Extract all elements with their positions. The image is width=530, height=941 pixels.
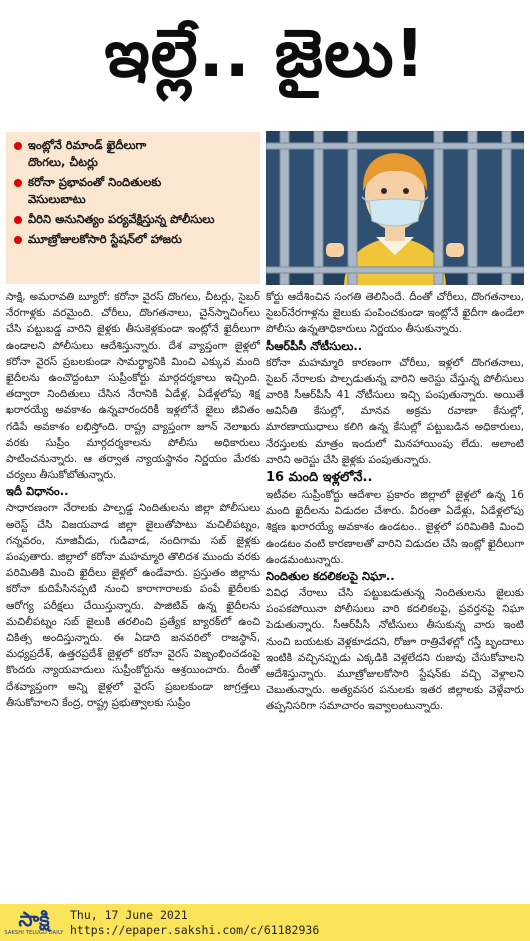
section-heading: నిందితుల కదలికలపై నిఘా..: [266, 569, 395, 584]
bullet-icon: [14, 236, 22, 244]
highlight-line: ఇంట్లోనే రిమాండ్ ఖైదీలుగా: [28, 138, 147, 152]
article-paragraph: ఇటీవల సుప్రీంకోర్టు ఆదేశాల ప్రకారం జిల్లాలో జైళ్లలో ఉన్న 16 మంది ఖైదీలను విడుదల చేశారు. వీరంతా ఏడేళ్లు, ఏడేళ్లలోపు శిక్షణ ఖరారయ్యే అవకాశం ఉండటం.. జైళ్లలో పరిమితికి మించి ఉండటం వంటి కారణాలతో వారిని విడుదల చేసి ఇంట్లో ఖైదీలుగా ఉండమంటున్నారు.: [266, 489, 524, 566]
article-paragraph: కోర్టు ఆదేశించిన సంగతి తెలిసిందే. దీంతో చోరీలు, దొంగతనాలు, సైబర్‌నేరగాళ్లను జైలుకు పంపించకుండా ఇంట్లోనే ఖైదీగా ఉండేలా పోలీసు ఉన్నతాధికారులు నిర్ణయం తీసుకున్నారు.: [266, 291, 524, 336]
highlight-line: కరోనా ప్రభావంతో నిందితులకు: [28, 175, 162, 189]
highlight-item: [12, 231, 254, 248]
logo-text: సాక్షి: [18, 907, 50, 931]
article-paragraph: వివిధ నేరాలు చేసి పట్టుబడుతున్న నిందితులను జైలుకు పంపకపోయినా పోలీసులు వారి కదలికలపై, ప్రవర్తనపై నిఘా పెడుతున్నారు. సీఆర్‌పీసీ నోటీసులు తీసుకున్న వారు ఇంటి నుంచి బయటకు వెళ్లకూడదని, రోజూ రాత్రివేళల్లో గస్తీ బృందాలు ఇంటికి వచ్చినప్పుడు ఎక్కడికి వెళ్లలేదని రుజువు చేసుకోవాలని ఆదేశిస్తున్నారు. మూణ్రోజులకోసారి స్టేషన్‌కు వచ్చి వెళ్లాలని చెబుతున్నారు. అత్యవసర పనులకు ఇతర జిల్లాలకు వెళ్లేవారు తప్పనిసరిగా సమాచారం ఇవ్వాలంటున్నారు.: [266, 587, 524, 713]
article-paragraph: సాధారణంగా నేరాలకు పాల్పడ్డ నిందితులను జిల్లా పోలీసులు అరెస్ట్ చేసి విజయవాడ జిల్లా జైలుతోపాటు మచిలీపట్నం, గన్నవరం, నూజివీడు, గుడివాడ, నందిగామ సబ్ జైళ్లకు పంపుతారు. జిల్లాలో కరోనా మహమ్మారి తొలిదశ ముందు వరకు పరిమితికి మించి ఖైదీలు జైళ్లలో ఉండేవారు. ప్రస్తుతం జిల్లాను కరోనా కుదిపేసినప్పటి నుంచి కారాగారాలకు పంపే ఖైదీలకు ఆరోగ్య పరీక్షలు చేయిస్తున్నారు. పాజిటివ్ ఉన్న ఖైదీలను మచిలీపట్నం సబ్ జైలుకి తరలించి ప్రత్యేక బ్యారక్‌లో ఉంచి చికిత్స అందిస్తున్నారు. ఈ ఏడాది జనవరిలో రాజస్థాన్, మధ్యప్రదేశ్, ఉత్తరప్రదేశ్ జైళ్లలో కరోనా వైరస్ విజృంభించడంపై కొందరు న్యాయవాదులు సుప్రీంకోర్టును ఆశ్రయించారు. దీంతో దేశవ్యాప్తంగా అన్ని జైళ్లలో వైరస్ ప్రబలకుండా జాగ్రత్తలు తీసుకోవాలని కేంద్ర, రాష్ట్ర ప్రభుత్వాలకు సుప్రీం: [6, 502, 260, 709]
article-paragraph: సాక్షి, అమరావతి బ్యూరో: కరోనా వైరస్ దొంగలు, చీటర్లు, సైబర్ నేరగాళ్లకు వరమైంది. చోరీలు, దొంగతనాలు, చైన్‌స్నాచింగ్‌లు చేసి పట్టుబడ్డ వారిని జైళ్లకు తీసుకెళ్లకుండా ఇంట్లోనే ఖైదీలుగా ఉండాలని పోలీసులు ఆదేశిస్తున్నారు. దేశ వ్యాప్తంగా జైళ్లలో కరోనా వైరస్ ప్రబలకుండా సామర్థ్యానికి మించి ఎక్కువ మంది ఖైదీలను ఉంచొద్దంటూ సుప్రీంకోర్టు మార్గదర్శకాలు ఇచ్చింది. తద్వారా నిందితులు చేసిన నేరానికి ఏడేళ్ల, ఏడేళ్లలోపు శిక్ష ఖరారయ్యే అవకాశం ఉన్నవారందరికీ ఇళ్లలోనే జైలు జీవితం గడిపే అవకాశం లభిస్తోంది. రాష్ట్ర వ్యాప్తంగా జూన్ నెలాఖరు వరకు సుప్రీం మార్గదర్శకాలను పోలీసు అధికారులు పాటించనున్నారు. ఆ తర్వాత న్యాయస్థానం నిర్ణయం మేరకు చర్యలు తీసుకోబోతున్నారు.: [6, 291, 260, 482]
section-heading: 16 మంది ఇళ్లలోనే..: [266, 470, 373, 486]
article-column-right: [266, 289, 524, 715]
article-paragraph: కరోనా మహమ్మారి కారణంగా చోరీలు, ఇళ్లలో దొంగతనాలు, సైబర్ నేరాలకు పాల్పడుతున్న వారిని అరెస్టు చేస్తున్న పోలీసులు వారికి సీఆర్‌పీసీ 41 నోటీసులు ఇచ్చి పంపుతున్నారు. అయితే అవినీతి కేసుల్లో, మానవ అక్రమ రవాణా కేసుల్లో, మారణాయుధాలు కలిగి ఉన్న కేసుల్లో పట్టుబడిన అధికారులు, నేరస్తులకు మాత్రం ఇందులో మినహాయింపు లేదు. అలాంటి వారిని అరెస్టు చేసి జైళ్లకు పంపుతున్నారు.: [266, 356, 524, 466]
prisoner-illustration: [266, 131, 524, 285]
section-heading: ఇదీ విధానం..: [6, 484, 69, 499]
highlight-item: [12, 211, 254, 228]
bullet-icon: [14, 216, 22, 224]
highlight-line: వెసులుబాటు: [28, 192, 86, 206]
epaper-url[interactable]: https://epaper.sakshi.com/c/61182936: [70, 922, 320, 937]
footer-bar: [0, 904, 530, 941]
bullet-icon: [14, 179, 22, 187]
section-heading: సీఆర్‌పీసీ నోటీసులు..: [266, 338, 363, 353]
highlight-line: మూణ్రోజులకోసారి స్టేషన్‌లో హాజరు: [28, 232, 182, 246]
headline: ఇల్లే.. జైలు!: [104, 14, 426, 92]
article-column-left: [6, 289, 260, 711]
highlight-item: [12, 137, 254, 171]
highlights-box: [6, 132, 260, 284]
prisoner-behind-bars-icon: [266, 131, 524, 285]
highlight-line: దొంగలు, చీటర్లు: [28, 155, 98, 169]
sakshi-logo: [4, 904, 64, 941]
bullet-icon: [14, 142, 22, 150]
logo-subtitle: SAKSHI TELUGU DAILY: [4, 930, 64, 936]
footer-info: [70, 908, 319, 938]
highlight-item: [12, 174, 254, 208]
highlight-line: వీరిని అనునిత్యం పర్యవేక్షిస్తున్న పోలీసులు: [28, 212, 215, 226]
issue-date: Thu, 17 June 2021: [70, 907, 188, 922]
